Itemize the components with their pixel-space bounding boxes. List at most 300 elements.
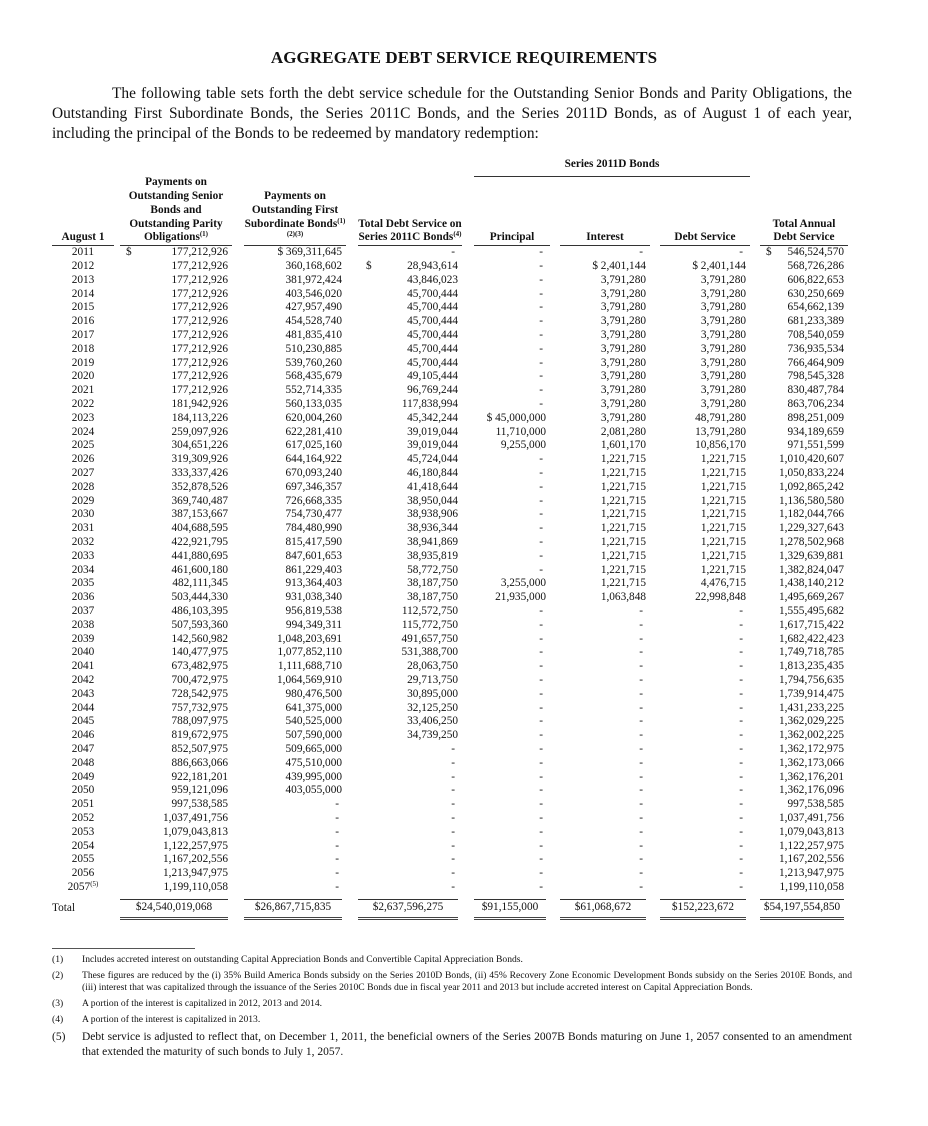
cell-senior: 177,212,926 <box>171 356 228 369</box>
cell-total-annual: 1,199,110,058 <box>779 880 844 893</box>
cell-first-subordinate: 360,168,602 <box>285 260 342 273</box>
cell-year: 2038 <box>71 618 95 631</box>
cell-total-annual: 1,092,865,242 <box>779 480 844 493</box>
cell-interest: 3,791,280 <box>600 315 646 328</box>
cell-year: 2032 <box>71 536 95 549</box>
cell-total-annual: 1,010,420,607 <box>779 453 844 466</box>
cell-year: 2025 <box>71 439 95 452</box>
cell-principal: - <box>539 287 543 300</box>
table-row <box>52 343 848 357</box>
table-row <box>52 646 848 660</box>
cell-interest: 1,221,715 <box>600 467 646 480</box>
cell-principal: - <box>539 494 543 507</box>
cell-debt-service: - <box>739 756 743 769</box>
footnote-mark: (4) <box>52 1014 64 1025</box>
cell-first-subordinate: 403,055,000 <box>285 784 342 797</box>
table-row <box>52 564 848 578</box>
cell-series-2011c: 33,406,250 <box>407 715 458 728</box>
cell-first-subordinate: 403,546,020 <box>285 287 342 300</box>
cell-total-annual: 568,726,286 <box>787 260 844 273</box>
total-annual: $54,197,554,850 <box>760 899 844 920</box>
cell-senior: 177,212,926 <box>171 370 228 383</box>
cell-interest: 3,791,280 <box>600 329 646 342</box>
table-row <box>52 605 848 619</box>
cell-debt-service: 3,791,280 <box>700 315 746 328</box>
table-row <box>52 743 848 757</box>
cell-interest: 2,081,280 <box>600 425 646 438</box>
cell-senior: 140,477,975 <box>171 646 228 659</box>
cell-principal: - <box>539 398 543 411</box>
cell-interest: - <box>639 687 643 700</box>
cell-first-subordinate: 617,025,160 <box>285 439 342 452</box>
table-row <box>52 508 848 522</box>
cell-total-annual: 1,050,833,224 <box>779 467 844 480</box>
cell-debt-service: 48,791,280 <box>695 411 746 424</box>
cell-first-subordinate: 754,730,477 <box>285 508 342 521</box>
cell-principal: - <box>539 370 543 383</box>
cell-debt-service: - <box>739 853 743 866</box>
cell-year: 2011 <box>71 246 95 259</box>
cell-senior: 181,942,926 <box>171 398 228 411</box>
table-row <box>52 715 848 729</box>
cell-debt-service: 3,791,280 <box>700 273 746 286</box>
cell-senior: 404,688,595 <box>171 522 228 535</box>
cell-series-2011c: 38,935,819 <box>407 549 458 562</box>
col-header-series-2011c: Total Debt Service on Series 2011C Bonds$^{(4)}$ <box>358 218 462 247</box>
cell-principal: - <box>539 605 543 617</box>
cell-total-annual: 1,431,233,225 <box>779 701 844 714</box>
cell-first-subordinate: 439,995,000 <box>285 770 342 783</box>
cell-debt-service: 3,791,280 <box>700 398 746 411</box>
cell-year: 2034 <box>71 563 95 576</box>
cell-debt-service: - <box>739 784 743 797</box>
table-row <box>52 315 848 329</box>
cell-total-annual: 708,540,059 <box>787 329 844 342</box>
cell-first-subordinate: 509,665,000 <box>285 742 342 755</box>
cell-interest: 1,221,715 <box>600 549 646 562</box>
cell-year: 2026 <box>71 453 95 466</box>
footnote-mark: (3) <box>52 998 64 1009</box>
cell-first-subordinate: - <box>335 867 339 880</box>
cell-series-2011c: 96,769,244 <box>407 384 458 397</box>
cell-debt-service: 13,791,280 <box>695 425 746 438</box>
cell-year: 2052 <box>71 811 95 824</box>
cell-year: 2027 <box>71 467 95 480</box>
cell-interest: - <box>639 825 643 838</box>
table-row <box>52 784 848 798</box>
cell-principal: - <box>539 811 543 824</box>
cell-first-subordinate: $ 369,311,645 <box>277 246 342 259</box>
cell-debt-service: - <box>739 715 743 728</box>
cell-senior: 700,472,975 <box>171 673 228 686</box>
cell-series-2011c: 39,019,044 <box>407 439 458 452</box>
cell-series-2011c: $ 28,943,614 <box>366 260 458 273</box>
cell-senior: 177,212,926 <box>171 384 228 397</box>
cell-first-subordinate: 815,417,590 <box>285 536 342 549</box>
cell-interest: 1,221,715 <box>600 494 646 507</box>
cell-principal: - <box>539 715 543 728</box>
cell-series-2011c: 115,772,750 <box>401 618 458 631</box>
cell-debt-service: 3,791,280 <box>700 329 746 342</box>
cell-interest: - <box>639 742 643 755</box>
cell-total-annual: 1,617,715,422 <box>779 618 844 631</box>
cell-senior: 352,878,526 <box>171 480 228 493</box>
cell-total-annual: 830,487,784 <box>787 384 844 397</box>
cell-series-2011c: 45,700,444 <box>407 356 458 369</box>
cell-first-subordinate: - <box>335 811 339 824</box>
cell-total-annual: $ 546,524,570 <box>766 246 844 259</box>
cell-series-2011c: 45,700,444 <box>407 287 458 300</box>
cell-senior: 1,213,947,975 <box>163 867 228 880</box>
cell-senior: 177,212,926 <box>171 301 228 314</box>
col-header-total-annual: Total Annual Debt Service <box>760 218 848 247</box>
cell-year: 2057$^{(5)}$ <box>67 879 99 893</box>
cell-senior: $ 177,212,926 <box>126 246 228 259</box>
total-debt-service: $152,223,672 <box>660 899 746 920</box>
cell-principal: - <box>539 453 543 466</box>
cell-debt-service: - <box>739 660 743 673</box>
cell-senior: 441,880,695 <box>171 549 228 562</box>
cell-senior: 1,167,202,556 <box>163 853 228 866</box>
cell-first-subordinate: 980,476,500 <box>285 687 342 700</box>
cell-debt-service: - <box>739 673 743 686</box>
cell-principal: - <box>539 480 543 493</box>
table-row <box>52 288 848 302</box>
cell-total-annual: 1,213,947,975 <box>779 867 844 880</box>
total-label: Total <box>52 902 76 915</box>
cell-senior: 1,037,491,756 <box>163 811 228 824</box>
cell-debt-service: 1,221,715 <box>700 536 746 549</box>
cell-year: 2021 <box>71 384 95 397</box>
cell-debt-service: 1,221,715 <box>700 508 746 521</box>
cell-year: 2024 <box>71 425 95 438</box>
col-header-interest: Interest <box>560 231 650 246</box>
cell-first-subordinate: 540,525,000 <box>285 715 342 728</box>
cell-first-subordinate: 427,957,490 <box>285 301 342 314</box>
cell-principal: - <box>539 273 543 286</box>
cell-principal: - <box>539 701 543 714</box>
cell-interest: - <box>639 673 643 686</box>
cell-debt-service: - <box>739 742 743 755</box>
cell-interest: - <box>639 798 643 811</box>
cell-year: 2048 <box>71 756 95 769</box>
cell-year: 2047 <box>71 742 95 755</box>
cell-principal: - <box>539 825 543 838</box>
cell-series-2011c: 112,572,750 <box>401 605 458 617</box>
cell-senior: 177,212,926 <box>171 315 228 328</box>
table-row <box>52 370 848 384</box>
cell-total-annual: 934,189,659 <box>787 425 844 438</box>
cell-series-2011c: - <box>451 770 455 783</box>
table-row <box>52 674 848 688</box>
table-row <box>52 467 848 481</box>
cell-principal: - <box>539 770 543 783</box>
cell-senior: 1,199,110,058 <box>163 880 228 893</box>
cell-interest: 3,791,280 <box>600 356 646 369</box>
cell-total-annual: 971,551,599 <box>787 439 844 452</box>
cell-principal: - <box>539 508 543 521</box>
cell-interest: - <box>639 756 643 769</box>
table-row <box>52 550 848 564</box>
cell-year: 2020 <box>71 370 95 383</box>
cell-first-subordinate: 1,111,688,710 <box>277 660 342 673</box>
cell-series-2011c: 38,187,750 <box>407 591 458 604</box>
cell-principal: - <box>539 673 543 686</box>
col-header-first-subordinate: Payments on Outstanding First Subordinate Bonds$^{(1)(2)(3)}$ <box>244 190 346 246</box>
cell-interest: 3,791,280 <box>600 342 646 355</box>
cell-series-2011c: - <box>451 853 455 866</box>
cell-debt-service: - <box>739 811 743 824</box>
cell-series-2011c: 28,063,750 <box>407 660 458 673</box>
cell-principal: - <box>539 798 543 811</box>
footnote-item <box>52 1014 852 1026</box>
cell-series-2011c: 29,713,750 <box>407 673 458 686</box>
cell-total-annual: 606,822,653 <box>787 273 844 286</box>
cell-debt-service: 1,221,715 <box>700 494 746 507</box>
cell-year: 2035 <box>71 577 95 590</box>
cell-year: 2018 <box>71 342 95 355</box>
cell-principal: $ 45,000,000 <box>486 411 546 424</box>
cell-principal: - <box>539 315 543 328</box>
cell-senior: 852,507,975 <box>171 742 228 755</box>
cell-series-2011c: 45,700,444 <box>407 329 458 342</box>
cell-total-annual: 1,362,173,066 <box>779 756 844 769</box>
cell-total-annual: 1,122,257,975 <box>779 839 844 852</box>
cell-interest: - <box>639 853 643 866</box>
footnote-divider <box>52 948 195 949</box>
cell-year: 2023 <box>71 411 95 424</box>
table-row <box>52 453 848 467</box>
col-header-principal: Principal <box>474 231 550 246</box>
cell-debt-service: - <box>739 825 743 838</box>
table-row <box>52 840 848 854</box>
cell-interest: 1,063,848 <box>600 591 646 604</box>
cell-first-subordinate: 622,281,410 <box>285 425 342 438</box>
cell-principal: - <box>539 646 543 659</box>
table-row <box>52 301 848 315</box>
cell-interest: 1,221,715 <box>600 522 646 535</box>
cell-series-2011c: - <box>451 742 455 755</box>
cell-year: 2019 <box>71 356 95 369</box>
cell-first-subordinate: 552,714,335 <box>285 384 342 397</box>
table-body <box>52 246 848 894</box>
cell-series-2011c: 41,418,644 <box>407 480 458 493</box>
cell-total-annual: 863,706,234 <box>787 398 844 411</box>
cell-first-subordinate: 994,349,311 <box>285 618 342 631</box>
cell-series-2011c: 38,938,906 <box>407 508 458 521</box>
cell-debt-service: - <box>739 646 743 659</box>
cell-debt-service: - <box>739 867 743 880</box>
cell-first-subordinate: 560,133,035 <box>285 398 342 411</box>
cell-interest: 1,601,170 <box>600 439 646 452</box>
table-row <box>52 867 848 881</box>
cell-first-subordinate: 620,004,260 <box>285 411 342 424</box>
cell-total-annual: 1,079,043,813 <box>779 825 844 838</box>
cell-debt-service: 10,856,170 <box>695 439 746 452</box>
cell-first-subordinate: 861,229,403 <box>285 563 342 576</box>
group-header-row <box>52 158 848 176</box>
table-row <box>52 881 848 895</box>
debt-service-table <box>52 158 848 920</box>
cell-debt-service: 1,221,715 <box>700 549 746 562</box>
cell-principal: - <box>539 384 543 397</box>
cell-total-annual: 1,136,580,580 <box>779 494 844 507</box>
cell-year: 2054 <box>71 839 95 852</box>
footnote-text: These figures are reduced by the (i) 35% Build America Bonds subsidy on the Series 2010D Bonds, (ii) 45% Recovery Zone Economic Development Bonds subsidy on the Series 2010E Bonds, and (iii) interest that was capitalized through the issuance of the Series 2010C Bonds due in fiscal year 2011 and 2013 but include accreted interest on Capital Appreciation Bonds. <box>82 970 852 993</box>
table-row <box>52 826 848 840</box>
footnote-item <box>52 998 852 1010</box>
page-title: AGGREGATE DEBT SERVICE REQUIREMENTS <box>270 48 658 67</box>
cell-series-2011c: 34,739,250 <box>407 729 458 742</box>
cell-senior: 304,651,226 <box>171 439 228 452</box>
cell-series-2011c: - <box>451 784 455 797</box>
cell-series-2011c: 38,941,869 <box>407 536 458 549</box>
cell-senior: 333,337,426 <box>171 467 228 480</box>
footnote-item <box>52 954 852 966</box>
cell-interest: - <box>639 839 643 852</box>
cell-year: 2044 <box>71 701 95 714</box>
cell-principal: - <box>539 536 543 549</box>
cell-debt-service: 1,221,715 <box>700 467 746 480</box>
cell-senior: 503,444,330 <box>171 591 228 604</box>
cell-total-annual: 1,362,029,225 <box>779 715 844 728</box>
cell-principal: - <box>539 329 543 342</box>
cell-total-annual: 1,682,422,423 <box>779 632 844 645</box>
cell-total-annual: 1,813,235,435 <box>779 660 844 673</box>
cell-first-subordinate: 847,601,653 <box>285 549 342 562</box>
cell-total-annual: 1,362,172,975 <box>779 742 844 755</box>
cell-principal: - <box>539 563 543 576</box>
cell-total-annual: 1,182,044,766 <box>779 508 844 521</box>
cell-year: 2046 <box>71 729 95 742</box>
cell-series-2011c: 38,936,344 <box>407 522 458 535</box>
cell-senior: 486,103,395 <box>171 605 228 617</box>
table-row <box>52 771 848 785</box>
cell-series-2011c: - <box>451 880 455 893</box>
cell-first-subordinate: 568,435,679 <box>285 370 342 383</box>
cell-total-annual: 654,662,139 <box>787 301 844 314</box>
cell-series-2011c: - <box>451 246 455 259</box>
cell-total-annual: 1,382,824,047 <box>779 563 844 576</box>
cell-senior: 387,153,667 <box>171 508 228 521</box>
cell-interest: 1,221,715 <box>600 453 646 466</box>
cell-first-subordinate: 931,038,340 <box>285 591 342 604</box>
cell-first-subordinate: - <box>335 839 339 852</box>
cell-senior: 757,732,975 <box>171 701 228 714</box>
cell-year: 2050 <box>71 784 95 797</box>
cell-interest: - <box>639 784 643 797</box>
cell-interest: - <box>639 867 643 880</box>
cell-interest: 1,221,715 <box>600 536 646 549</box>
table-row <box>52 619 848 633</box>
cell-series-2011c: 45,342,244 <box>407 411 458 424</box>
cell-debt-service: 3,791,280 <box>700 342 746 355</box>
cell-year: 2014 <box>71 287 95 300</box>
cell-total-annual: 1,362,002,225 <box>779 729 844 742</box>
cell-interest: 3,791,280 <box>600 398 646 411</box>
cell-debt-service: 3,791,280 <box>700 301 746 314</box>
cell-debt-service: 4,476,715 <box>700 577 746 590</box>
footnote-item <box>52 970 852 994</box>
cell-first-subordinate: 641,375,000 <box>285 701 342 714</box>
cell-senior: 997,538,585 <box>171 798 228 811</box>
cell-principal: - <box>539 853 543 866</box>
cell-senior: 422,921,795 <box>171 536 228 549</box>
cell-total-annual: 1,329,639,881 <box>779 549 844 562</box>
cell-senior: 184,113,226 <box>171 411 228 424</box>
cell-series-2011c: 49,105,444 <box>407 370 458 383</box>
cell-senior: 369,740,487 <box>171 494 228 507</box>
table-row <box>52 591 848 605</box>
cell-first-subordinate: 1,064,569,910 <box>277 673 342 686</box>
cell-year: 2042 <box>71 673 95 686</box>
cell-principal: - <box>539 467 543 480</box>
cell-senior: 959,121,096 <box>171 784 228 797</box>
cell-series-2011c: 45,700,444 <box>407 315 458 328</box>
cell-interest: - <box>639 880 643 893</box>
cell-debt-service: 1,221,715 <box>700 522 746 535</box>
cell-series-2011c: 45,700,444 <box>407 301 458 314</box>
cell-interest: 3,791,280 <box>600 411 646 424</box>
cell-series-2011c: 38,950,044 <box>407 494 458 507</box>
cell-year: 2017 <box>71 329 95 342</box>
table-row <box>52 660 848 674</box>
cell-total-annual: 1,495,669,267 <box>779 591 844 604</box>
cell-interest: - <box>639 246 643 259</box>
cell-senior: 177,212,926 <box>171 273 228 286</box>
table-row <box>52 495 848 509</box>
cell-senior: 673,482,975 <box>171 660 228 673</box>
footnote-mark: (5) <box>52 1031 66 1043</box>
cell-principal: 3,255,000 <box>500 577 546 590</box>
cell-debt-service: 22,998,848 <box>695 591 746 604</box>
table-row <box>52 481 848 495</box>
cell-total-annual: 736,935,534 <box>787 342 844 355</box>
cell-senior: 1,079,043,813 <box>163 825 228 838</box>
cell-principal: - <box>539 839 543 852</box>
cell-principal: 11,710,000 <box>495 425 546 438</box>
cell-total-annual: 1,278,502,968 <box>779 536 844 549</box>
intro-paragraph <box>52 84 852 144</box>
table-row <box>52 702 848 716</box>
cell-interest: - <box>639 632 643 645</box>
cell-year: 2033 <box>71 549 95 562</box>
cell-debt-service: - <box>739 618 743 631</box>
cell-total-annual: 1,555,495,682 <box>779 605 844 617</box>
cell-debt-service: - <box>739 632 743 645</box>
cell-total-annual: 681,233,389 <box>787 315 844 328</box>
cell-senior: 177,212,926 <box>171 260 228 273</box>
cell-year: 2051 <box>71 798 95 811</box>
cell-year: 2041 <box>71 660 95 673</box>
cell-senior: 507,593,360 <box>171 618 228 631</box>
cell-first-subordinate: - <box>335 798 339 811</box>
footnote-mark: (1) <box>52 954 64 965</box>
cell-first-subordinate: 644,164,922 <box>285 453 342 466</box>
cell-principal: - <box>539 356 543 369</box>
total-first-subordinate: $26,867,715,835 <box>244 899 342 920</box>
cell-series-2011c: 58,772,750 <box>407 563 458 576</box>
cell-first-subordinate: - <box>335 880 339 893</box>
column-header-row <box>52 176 848 246</box>
cell-principal: - <box>539 342 543 355</box>
cell-first-subordinate: 1,048,203,691 <box>277 632 342 645</box>
cell-senior: 177,212,926 <box>171 287 228 300</box>
cell-principal: - <box>539 867 543 880</box>
cell-senior: 259,097,926 <box>171 425 228 438</box>
series-2011d-header: Series 2011D Bonds <box>474 158 750 176</box>
cell-debt-service: 1,221,715 <box>700 453 746 466</box>
